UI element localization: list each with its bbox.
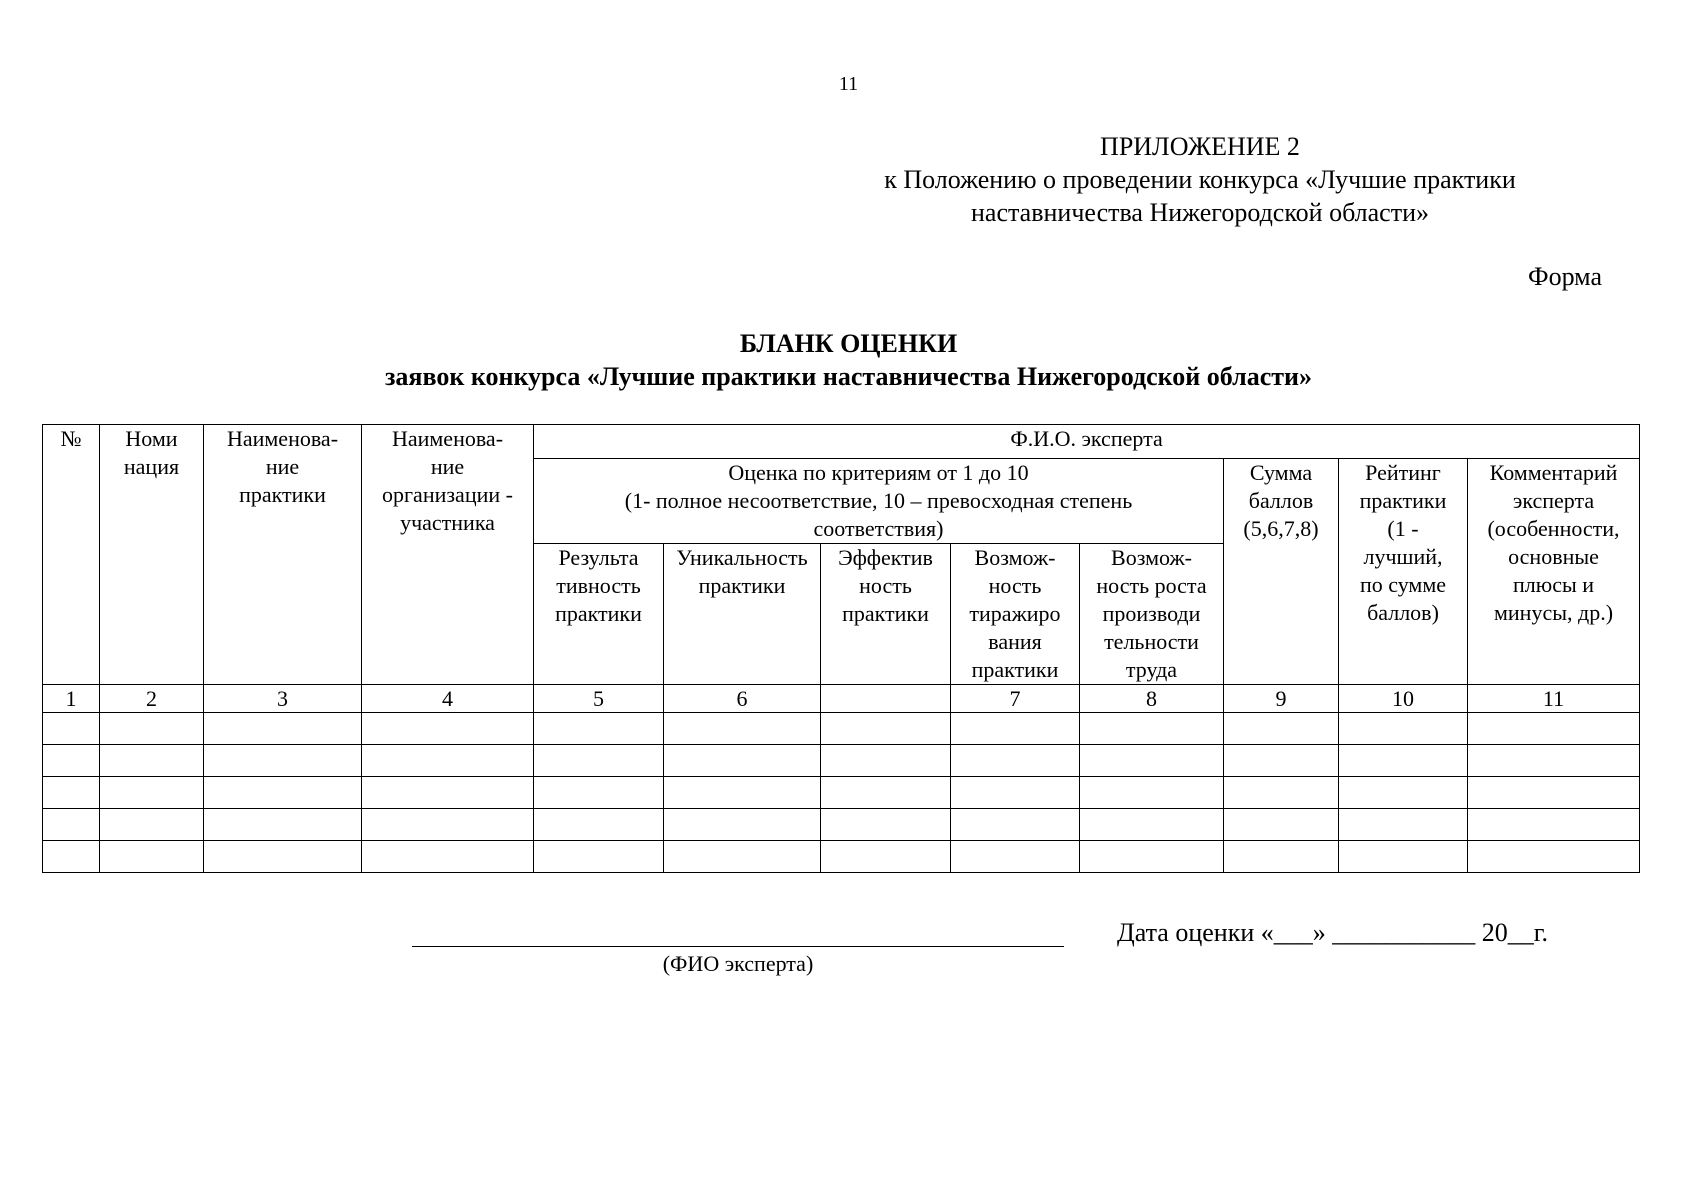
- table-cell: [821, 745, 951, 777]
- table-cell: [100, 777, 204, 809]
- evaluation-date-line: Дата оценки «___» ___________ 20__г.: [1117, 918, 1548, 947]
- table-cell: [1224, 745, 1339, 777]
- table-cell: [534, 809, 664, 841]
- table-cell: [1339, 713, 1468, 745]
- page-number: 11: [838, 73, 859, 95]
- table-cell: [664, 713, 821, 745]
- table-cell: [1224, 777, 1339, 809]
- table-cell: [664, 745, 821, 777]
- table-cell: [43, 777, 100, 809]
- header-practice-name: Наименова- ние практики: [204, 425, 362, 685]
- table-cell: [100, 809, 204, 841]
- table-cell: [951, 809, 1080, 841]
- column-number: 3: [204, 685, 362, 713]
- appendix-header: [860, 130, 1540, 229]
- column-number: 6: [664, 685, 821, 713]
- table-row: [43, 713, 1640, 745]
- table-cell: [204, 809, 362, 841]
- appendix-line-2: наставничества Нижегородской области»: [971, 198, 1429, 227]
- table-cell: [1080, 745, 1224, 777]
- table-cell: [821, 777, 951, 809]
- header-comment: Комментарий эксперта (особенности, основные плюсы и минусы, др.): [1468, 459, 1640, 685]
- table-cell: [664, 841, 821, 873]
- appendix-title: ПРИЛОЖЕНИЕ 2: [1100, 132, 1300, 161]
- criterion-replicability: Возмож- ность тиражиро вания практики: [951, 544, 1080, 685]
- table-cell: [43, 745, 100, 777]
- table-cell: [1339, 841, 1468, 873]
- table-cell: [1080, 713, 1224, 745]
- evaluation-table: [42, 424, 1640, 873]
- table-cell: [951, 745, 1080, 777]
- header-score-sum: Сумма баллов (5,6,7,8): [1224, 459, 1339, 685]
- table-cell: [821, 809, 951, 841]
- table-cell: [664, 777, 821, 809]
- column-number: 5: [534, 685, 664, 713]
- table-cell: [100, 745, 204, 777]
- table-row: [43, 841, 1640, 873]
- table-cell: [204, 841, 362, 873]
- title-subtitle: заявок конкурса «Лучшие практики наставничества Нижегородской области»: [384, 362, 1313, 391]
- column-number: 8: [1080, 685, 1224, 713]
- column-number: 9: [1224, 685, 1339, 713]
- header-expert-name: Ф.И.О. эксперта: [534, 425, 1640, 459]
- table-cell: [100, 713, 204, 745]
- table-cell: [951, 777, 1080, 809]
- table-cell: [43, 809, 100, 841]
- criterion-effectiveness: Результа тивность практики: [534, 544, 664, 685]
- table-cell: [951, 841, 1080, 873]
- table-cell: [1339, 745, 1468, 777]
- table-cell: [1080, 841, 1224, 873]
- table-cell: [204, 745, 362, 777]
- table-cell: [1224, 713, 1339, 745]
- table-row: [43, 745, 1640, 777]
- criterion-productivity-growth: Возмож- ность роста производи тельности труда: [1080, 544, 1224, 685]
- table-cell: [1339, 809, 1468, 841]
- document-title: [0, 327, 1697, 393]
- table-cell: [1468, 745, 1640, 777]
- table-cell: [534, 745, 664, 777]
- table-cell: [821, 841, 951, 873]
- table-cell: [1080, 777, 1224, 809]
- table-cell: [1339, 777, 1468, 809]
- table-cell: [664, 809, 821, 841]
- table-cell: [534, 841, 664, 873]
- table-cell: [362, 777, 534, 809]
- table-cell: [1224, 841, 1339, 873]
- header-nomination: Номи нация: [100, 425, 204, 685]
- column-number: 1: [43, 685, 100, 713]
- criterion-uniqueness: Уникальность практики: [664, 544, 821, 685]
- table-cell: [1468, 777, 1640, 809]
- table-cell: [821, 713, 951, 745]
- title-main: БЛАНК ОЦЕНКИ: [739, 329, 958, 358]
- table-row: [43, 777, 1640, 809]
- signature-caption: (ФИО эксперта): [662, 951, 814, 976]
- column-number: [821, 685, 951, 713]
- column-number: 11: [1468, 685, 1640, 713]
- column-number: 7: [951, 685, 1080, 713]
- table-cell: [204, 777, 362, 809]
- column-number: 2: [100, 685, 204, 713]
- column-number: 10: [1339, 685, 1468, 713]
- table-row: [43, 809, 1640, 841]
- header-criteria: Оценка по критериям от 1 до 10 (1- полное несоответствие, 10 – превосходная степень соответствия): [534, 459, 1224, 544]
- table-cell: [1468, 713, 1640, 745]
- table-cell: [43, 841, 100, 873]
- table-cell: [362, 713, 534, 745]
- table-cell: [1468, 841, 1640, 873]
- signature-line: [412, 946, 1064, 947]
- form-label: Форма: [1528, 262, 1602, 291]
- header-rating: Рейтинг практики (1 - лучший, по сумме баллов): [1339, 459, 1468, 685]
- table-cell: [534, 713, 664, 745]
- criterion-efficiency: Эффектив ность практики: [821, 544, 951, 685]
- table-cell: [100, 841, 204, 873]
- column-number-row: [43, 685, 1640, 713]
- column-number: 4: [362, 685, 534, 713]
- header-number: №: [43, 425, 100, 685]
- table-cell: [362, 841, 534, 873]
- table-cell: [534, 777, 664, 809]
- table-cell: [1080, 809, 1224, 841]
- table-cell: [1224, 809, 1339, 841]
- table-cell: [362, 745, 534, 777]
- appendix-line-1: к Положению о проведении конкурса «Лучшие практики: [884, 165, 1516, 194]
- table-cell: [204, 713, 362, 745]
- table-cell: [951, 713, 1080, 745]
- header-organization-name: Наименова- ние организации - участника: [362, 425, 534, 685]
- table-cell: [362, 809, 534, 841]
- table-cell: [1468, 809, 1640, 841]
- table-cell: [43, 713, 100, 745]
